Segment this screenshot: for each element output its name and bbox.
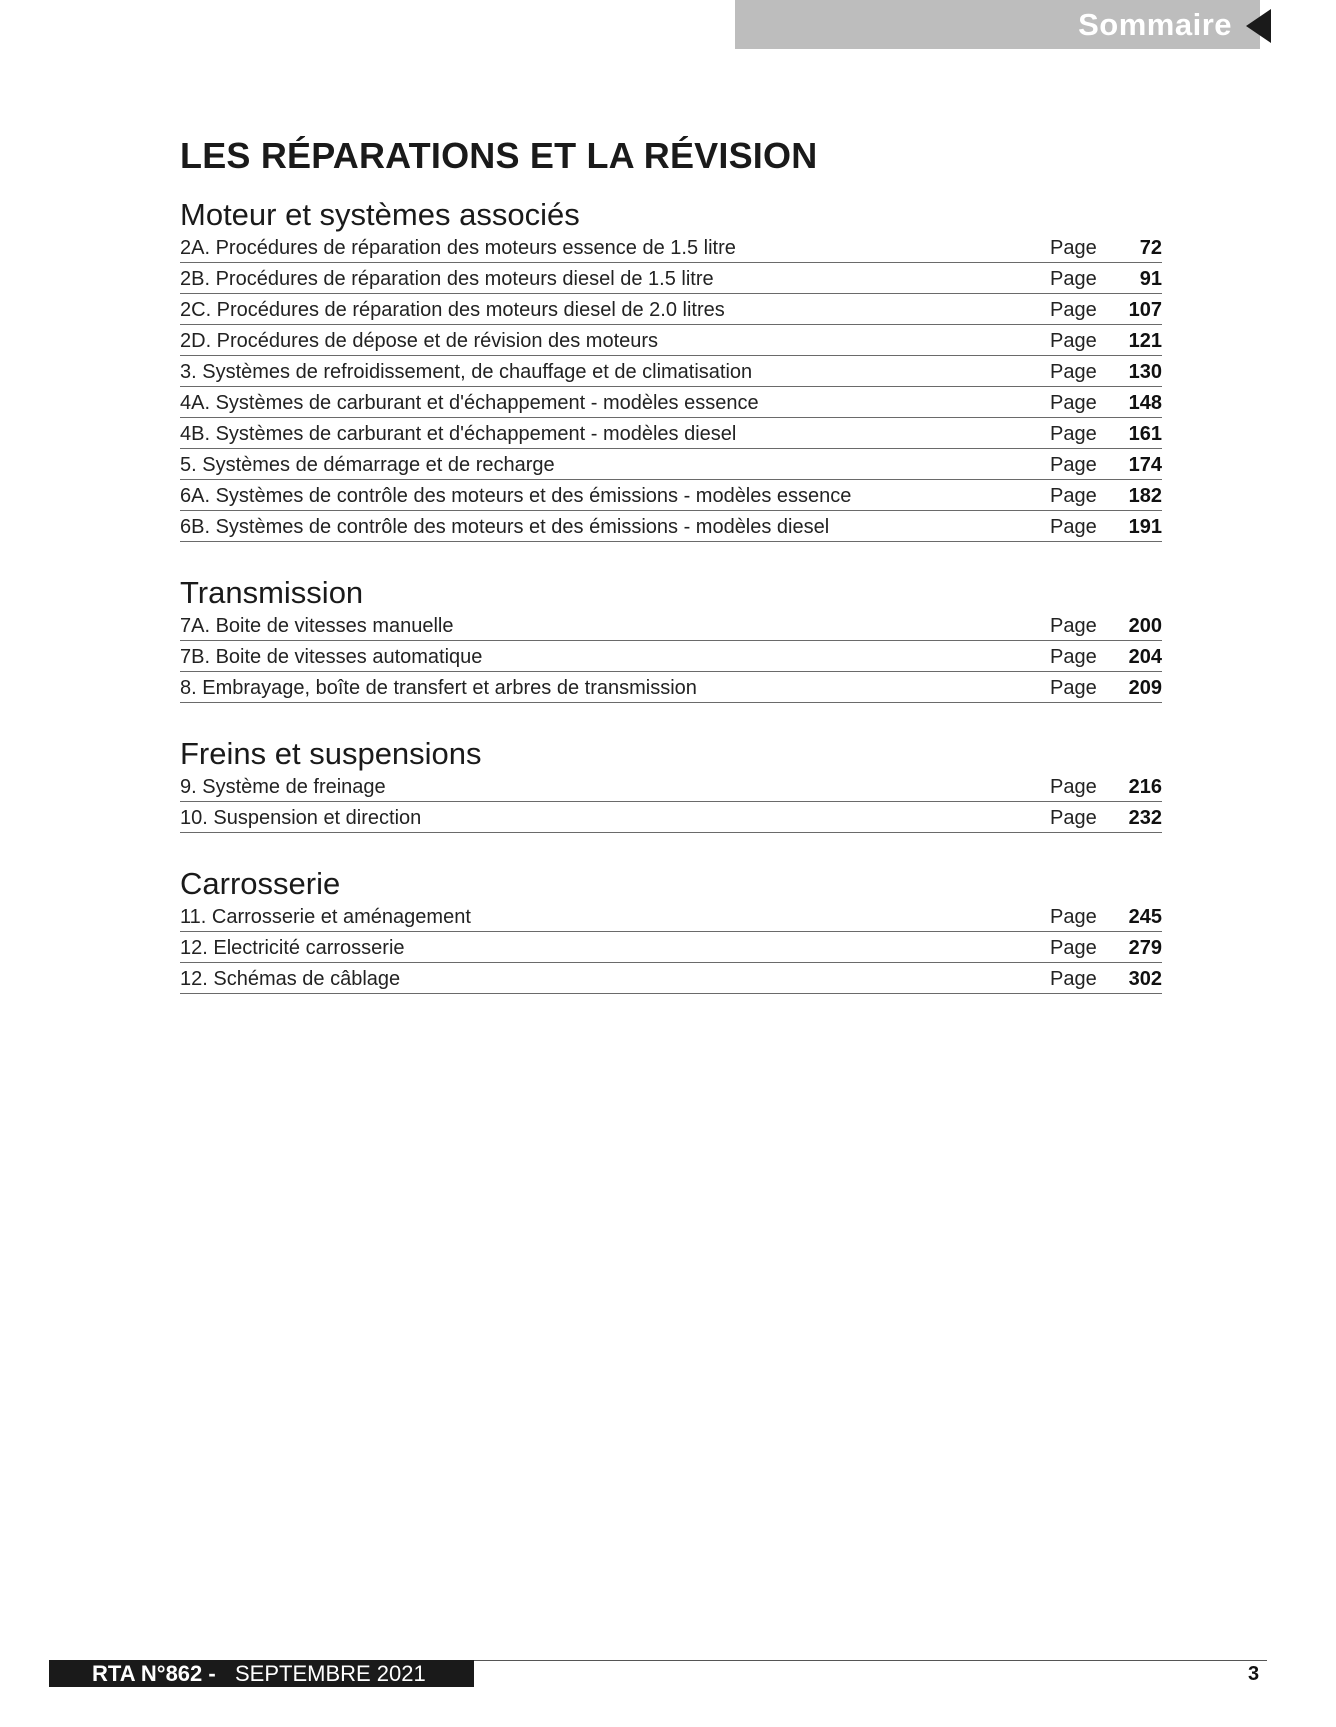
entry-page-word: Page [1050,237,1097,259]
entry-label: 12. Schémas de câblage [180,968,401,990]
toc-entry[interactable] [180,480,1162,511]
magazine-issue: RTA N°862 - [92,1661,216,1686]
entry-page-number: 302 [1128,968,1162,990]
toc-entry[interactable] [180,418,1162,449]
entry-page-word: Page [1050,807,1097,829]
entry-label: 12. Electricité carrosserie [180,937,405,959]
entry-page-word: Page [1050,776,1097,798]
entry-page-word: Page [1050,268,1097,290]
entry-page-word: Page [1050,937,1097,959]
toc-entry[interactable] [180,511,1162,542]
section-title: Freins et suspensions [180,736,482,771]
entry-page-number: 130 [1128,361,1162,383]
entry-page-number: 182 [1128,485,1162,507]
entry-label: 6A. Systèmes de contrôle des moteurs et des émissions - modèles essence [180,485,852,507]
entry-label: 10. Suspension et direction [180,807,422,829]
toc-entry[interactable] [180,263,1162,294]
toc-entry[interactable] [180,294,1162,325]
toc-entry[interactable] [180,672,1162,703]
footer-band [49,1660,474,1687]
entry-page-word: Page [1050,454,1097,476]
entry-page-word: Page [1050,677,1097,699]
page-title: LES RÉPARATIONS ET LA RÉVISION [180,135,818,176]
entry-page-number: 191 [1128,516,1162,538]
entry-page-number: 204 [1128,646,1162,668]
entry-page-number: 161 [1128,423,1162,445]
toc-entry[interactable] [180,802,1162,833]
entry-page-number: 72 [1139,237,1162,259]
toc-entry[interactable] [180,610,1162,641]
entry-page-number: 174 [1128,454,1162,476]
toc-entry[interactable] [180,449,1162,480]
toc-sections [180,198,1162,994]
entry-label: 9. Système de freinage [180,776,386,798]
entry-page-word: Page [1050,485,1097,507]
entry-label: 2D. Procédures de dépose et de révision des moteurs [180,330,659,352]
table-of-contents [180,128,1162,994]
entry-page-word: Page [1050,646,1097,668]
toc-entry[interactable] [180,641,1162,672]
entry-page-number: 200 [1128,615,1162,637]
toc-entry[interactable] [180,901,1162,932]
entry-page-number: 148 [1128,392,1162,414]
entry-page-number: 279 [1128,937,1162,959]
entry-label: 7B. Boite de vitesses automatique [180,646,483,668]
toc-section [180,576,1162,703]
entry-label: 4A. Systèmes de carburant et d'échappement - modèles essence [180,392,759,414]
toc-section [180,198,1162,542]
entry-page-number: 216 [1128,776,1162,798]
entry-label: 11. Carrosserie et aménagement [180,906,471,928]
entry-page-word: Page [1050,615,1097,637]
toc-entry[interactable] [180,963,1162,994]
entry-page-number: 107 [1128,299,1162,321]
sommaire-label: Sommaire [1078,7,1232,42]
entry-page-word: Page [1050,423,1097,445]
entry-label: 7A. Boite de vitesses manuelle [180,615,454,637]
toc-entry[interactable] [180,387,1162,418]
entry-page-word: Page [1050,516,1097,538]
entry-label: 8. Embrayage, boîte de transfert et arbres de transmission [180,677,697,699]
toc-entry[interactable] [180,356,1162,387]
entry-page-word: Page [1050,906,1097,928]
entry-page-number: 209 [1128,677,1162,699]
entry-label: 5. Systèmes de démarrage et de recharge [180,454,555,476]
section-title: Carrosserie [180,866,341,901]
entry-page-number: 245 [1128,906,1162,928]
issue-date: SEPTEMBRE 2021 [235,1661,426,1686]
entry-page-word: Page [1050,330,1097,352]
entry-label: 2B. Procédures de réparation des moteurs diesel de 1.5 litre [180,268,714,290]
entry-page-word: Page [1050,361,1097,383]
entry-page-word: Page [1050,299,1097,321]
entry-label: 2C. Procédures de réparation des moteurs diesel de 2.0 litres [180,299,725,321]
entry-label: 3. Systèmes de refroidissement, de chauffage et de climatisation [180,361,753,383]
toc-entry[interactable] [180,325,1162,356]
entry-label: 2A. Procédures de réparation des moteurs essence de 1.5 litre [180,237,736,259]
entry-page-number: 91 [1139,268,1162,290]
toc-section [180,867,1162,994]
arrow-left-icon[interactable] [1246,9,1271,43]
section-title: Moteur et systèmes associés [180,197,580,232]
entry-page-number: 121 [1128,330,1162,352]
sommaire-tab[interactable] [735,0,1260,49]
entry-label: 4B. Systèmes de carburant et d'échappement - modèles diesel [180,423,737,445]
toc-entry[interactable] [180,232,1162,263]
toc-entry[interactable] [180,932,1162,963]
entry-label: 6B. Systèmes de contrôle des moteurs et des émissions - modèles diesel [180,516,830,538]
entry-page-word: Page [1050,968,1097,990]
entry-page-word: Page [1050,392,1097,414]
section-title: Transmission [180,575,364,610]
entry-page-number: 232 [1128,807,1162,829]
toc-entry[interactable] [180,771,1162,802]
page-number: 3 [1248,1663,1260,1685]
toc-section [180,737,1162,833]
